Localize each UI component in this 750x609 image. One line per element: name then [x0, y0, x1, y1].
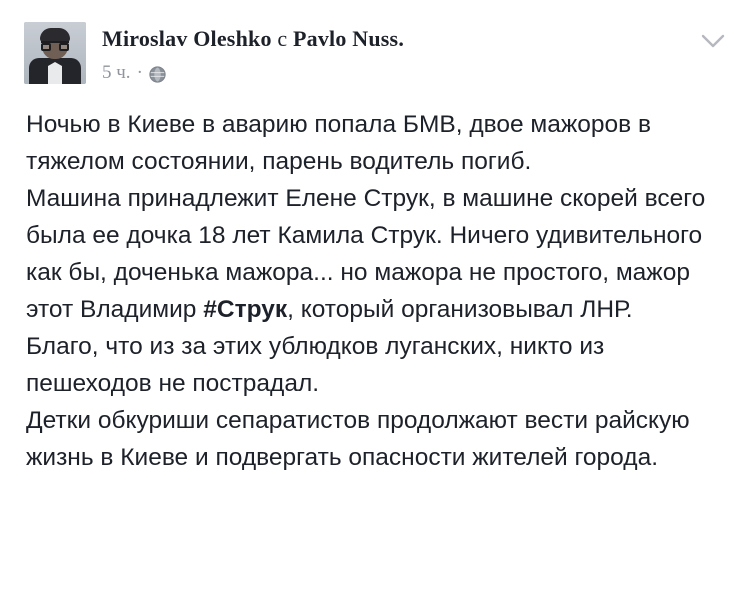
- post-paragraph-2-text: Машина принадлежит Елене Струк, в машине скорей всего была ее дочка 18 лет Камила Струк. Ничего удивительного как бы, доченька мажора... но мажора не простого, мажор этот Владимир: [26, 185, 706, 323]
- author-name[interactable]: Miroslav Oleshko: [102, 26, 272, 51]
- meta-separator: ·: [136, 62, 143, 83]
- post-meta: [102, 62, 404, 84]
- post-header: [0, 0, 750, 84]
- avatar-glasses: [41, 41, 69, 52]
- post-paragraph-4: Детки обкуриши сепаратистов продолжают вести райскую жизнь в Киеве и подвергать опасности жителей города.: [26, 407, 690, 471]
- post-paragraph-1: Ночью в Киеве в аварию попала БМВ, двое мажоров в тяжелом состоянии, парень водитель погиб.: [26, 111, 652, 175]
- post-paragraph-2: [26, 180, 724, 328]
- byline-period: .: [398, 26, 405, 51]
- hashtag-link[interactable]: #Струк: [203, 296, 288, 323]
- chevron-down-icon: [698, 30, 728, 52]
- byline: [102, 26, 404, 52]
- post-menu-button[interactable]: [698, 30, 728, 52]
- post-paragraph-2-tail: , который организовывал ЛНР.: [287, 296, 633, 323]
- post-header-text: [86, 22, 404, 84]
- timestamp[interactable]: 5 ч.: [102, 62, 131, 83]
- with-word: с: [277, 26, 288, 51]
- post-body: [0, 84, 750, 476]
- globe-icon[interactable]: [149, 66, 166, 83]
- avatar[interactable]: [24, 22, 86, 84]
- tagged-friend-name[interactable]: Pavlo Nuss: [293, 26, 399, 51]
- avatar-hair: [40, 28, 70, 42]
- avatar-shirt: [48, 62, 62, 84]
- post-paragraph-3: Благо, что из за этих ублюдков луганских, никто из пешеходов не пострадал.: [26, 333, 605, 397]
